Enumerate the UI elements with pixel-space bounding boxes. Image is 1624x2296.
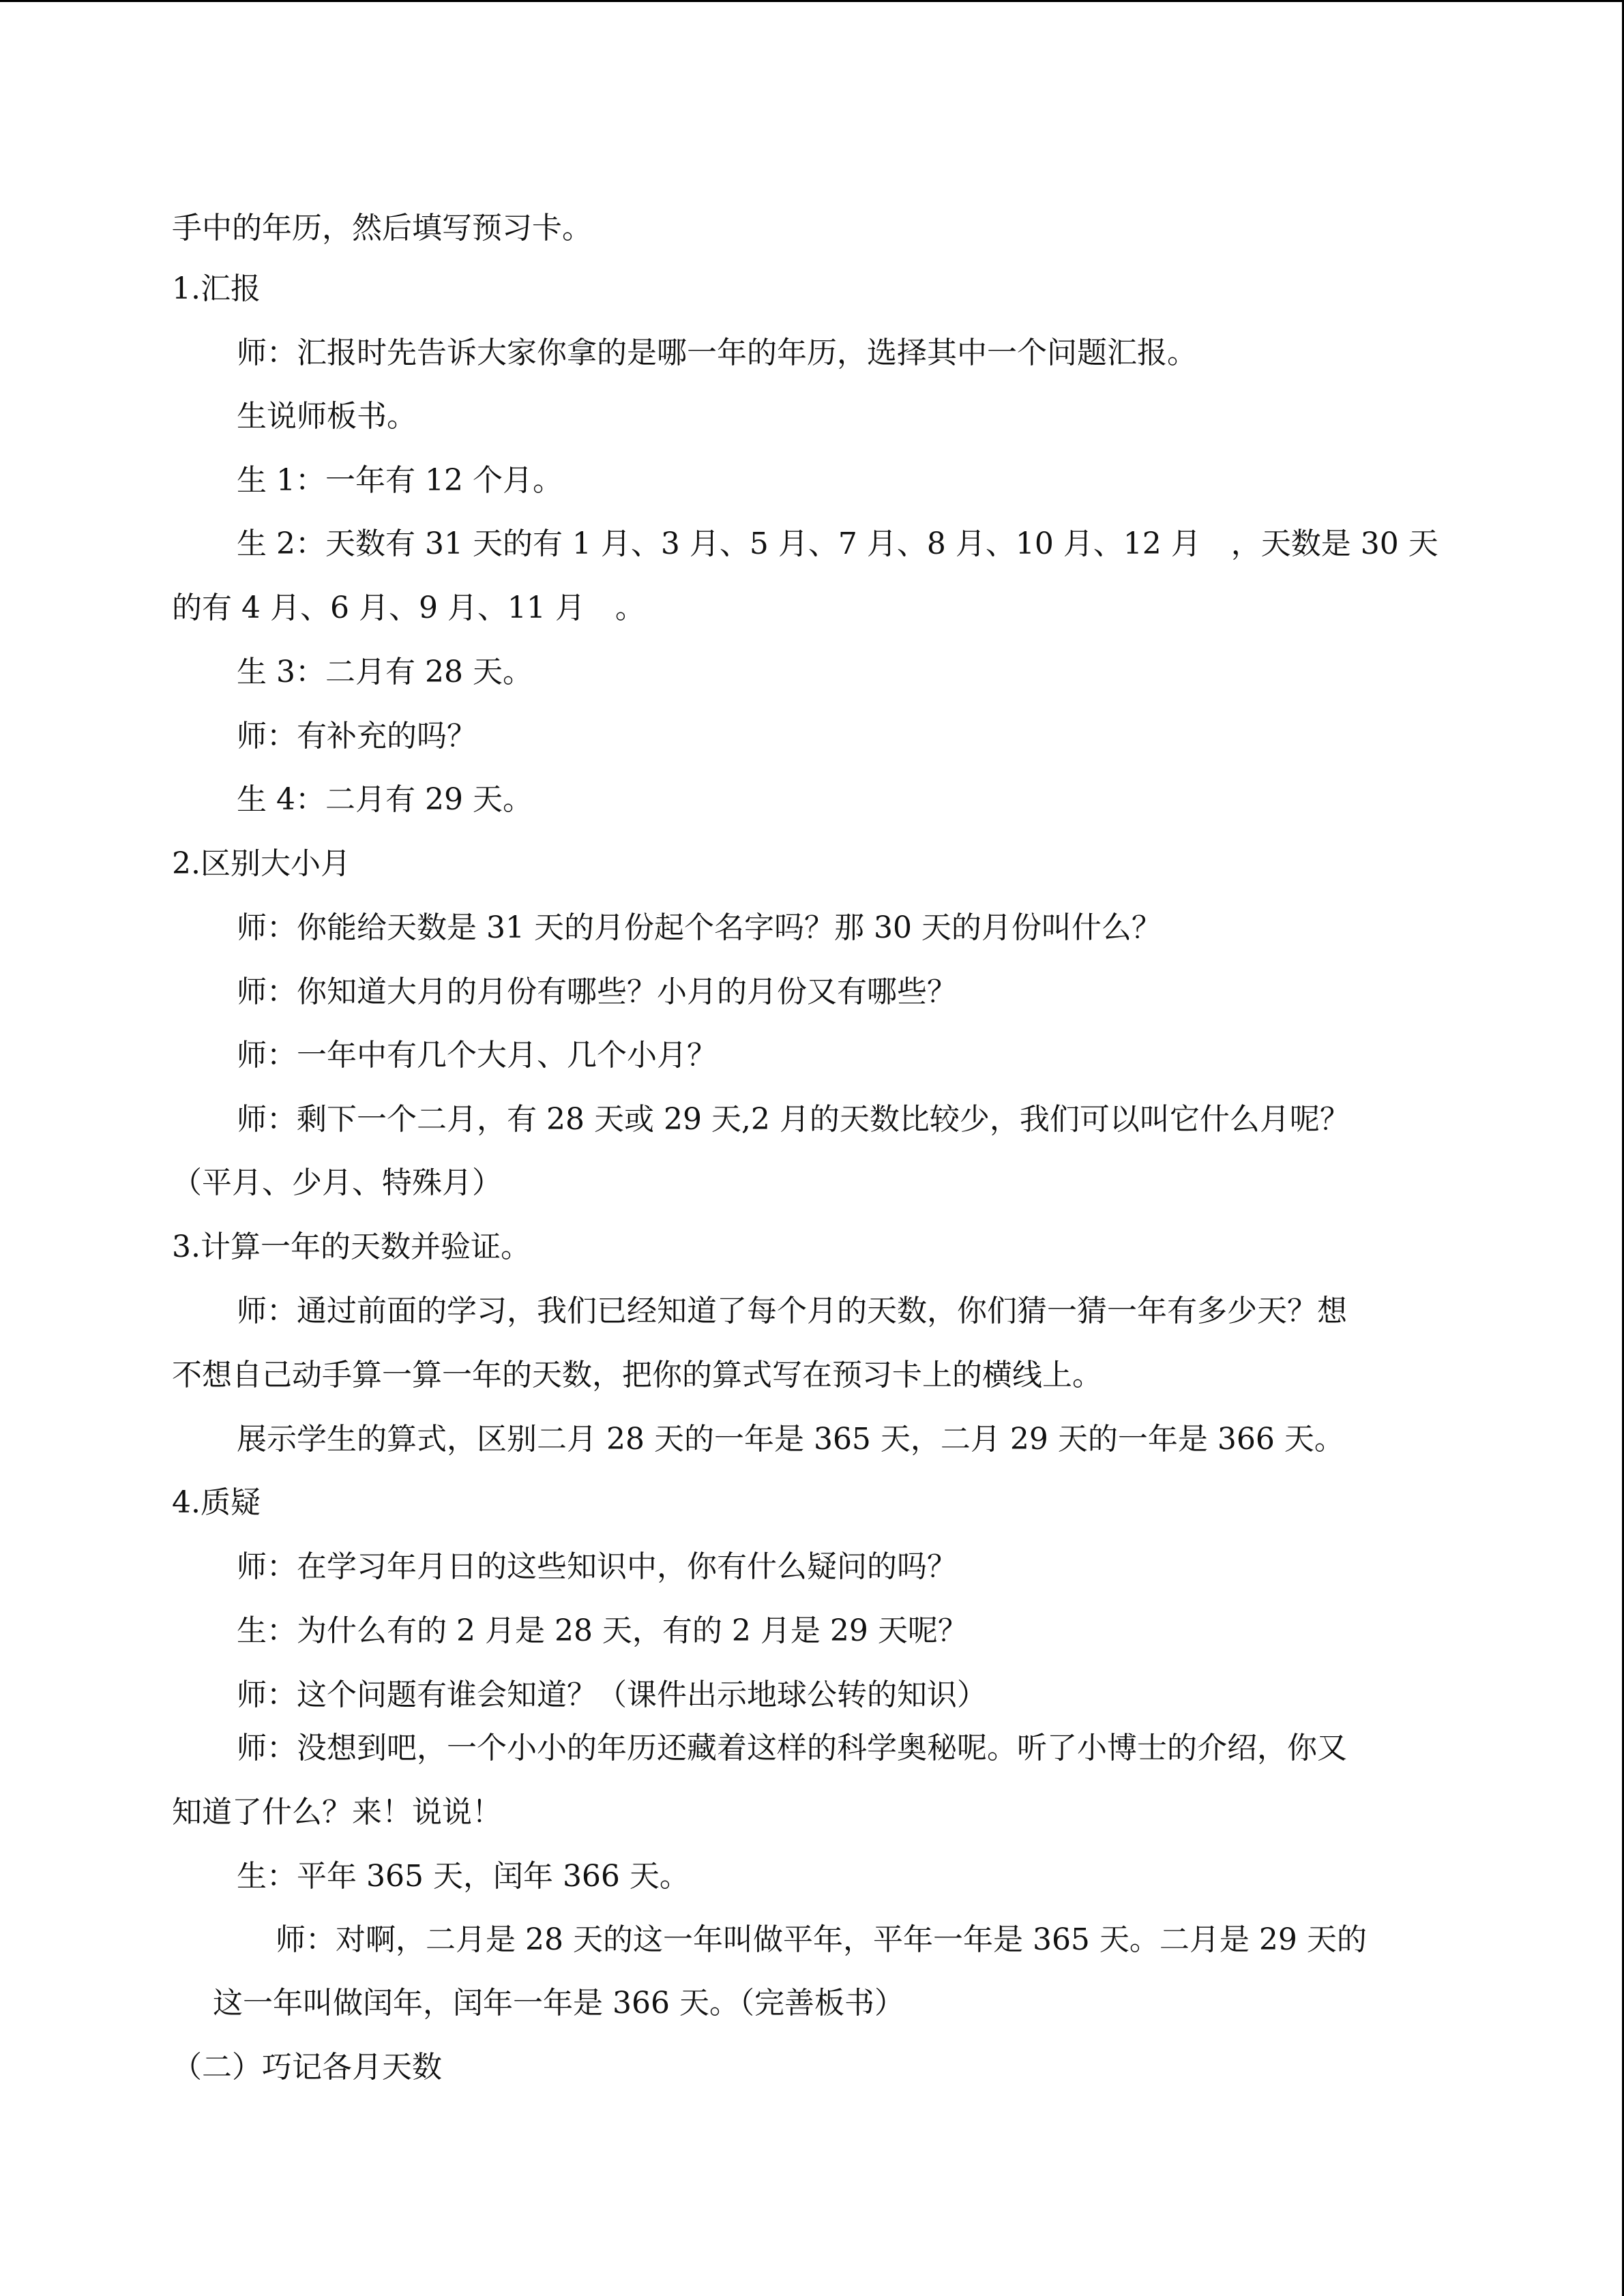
- text-line: 生：平年 365 天，闰年 366 天。: [237, 1859, 690, 1894]
- text-line: 师：对啊，二月是 28 天的这一年叫做平年，平年一年是 365 天。二月是 29 天的: [276, 1922, 1367, 1957]
- text-line: 手中的年历，然后填写预习卡。: [172, 211, 592, 245]
- section-heading: 2.区别大小月: [172, 846, 351, 881]
- section-heading: 1.汇报: [172, 271, 261, 306]
- text-line: （平月、少月、特殊月）: [172, 1165, 502, 1200]
- text-line: 不想自己动手算一算一年的天数，把你的算式写在预习卡上的横线上。: [172, 1358, 1102, 1392]
- text-line: 展示学生的算式，区别二月 28 天的一年是 365 天，二月 29 天的一年是 366 天。: [237, 1422, 1344, 1457]
- text-line: 生 1：一年有 12 个月。: [237, 463, 563, 498]
- text-line: 师：你知道大月的月份有哪些？小月的月份又有哪些？: [237, 974, 957, 1009]
- text-line: 这一年叫做闰年，闰年一年是 366 天。（完善板书）: [213, 1986, 904, 2021]
- text-line: 生 2：天数有 31 天的有 1 月、3 月、5 月、7 月、8 月、10 月、12 月 ，天数是 30 天: [237, 526, 1438, 561]
- text-line: 的有 4 月、6 月、9 月、11 月 。: [172, 591, 645, 625]
- text-line: 师：这个问题有谁会知道？（课件出示地球公转的知识）: [237, 1678, 987, 1712]
- text-line: 师：剩下一个二月，有 28 天或 29 天,2 月的天数比较少，我们可以叫它什么月呢？: [237, 1102, 1350, 1137]
- text-line: 生：为什么有的 2 月是 28 天，有的 2 月是 29 天呢？: [237, 1613, 968, 1648]
- text-line: 生 3：二月有 28 天。: [237, 655, 533, 689]
- section-heading: 4.质疑: [172, 1485, 261, 1520]
- text-line: 师：汇报时先告诉大家你拿的是哪一年的年历，选择其中一个问题汇报。: [237, 336, 1197, 370]
- text-line: 师：通过前面的学习，我们已经知道了每个月的天数，你们猜一猜一年有多少天？想: [237, 1294, 1347, 1328]
- section-heading: 3.计算一年的天数并验证。: [172, 1229, 531, 1264]
- text-line: 师：你能给天数是 31 天的月份起个名字吗？那 30 天的月份叫什么？: [237, 910, 1162, 945]
- text-line: 师：有补充的吗？: [237, 719, 477, 754]
- text-line: 知道了什么？来！说说！: [172, 1795, 502, 1830]
- text-line: 师：没想到吧，一个小小的年历还藏着这样的科学奥秘呢。听了小博士的介绍，你又: [237, 1731, 1347, 1765]
- text-line: 生 4：二月有 29 天。: [237, 782, 533, 817]
- text-line: 生说师板书。: [237, 399, 417, 434]
- section-heading: （二）巧记各月天数: [172, 2050, 442, 2085]
- text-line: 师：一年中有几个大月、几个小月？: [237, 1038, 717, 1073]
- text-line: 师：在学习年月日的这些知识中，你有什么疑问的吗？: [237, 1549, 957, 1584]
